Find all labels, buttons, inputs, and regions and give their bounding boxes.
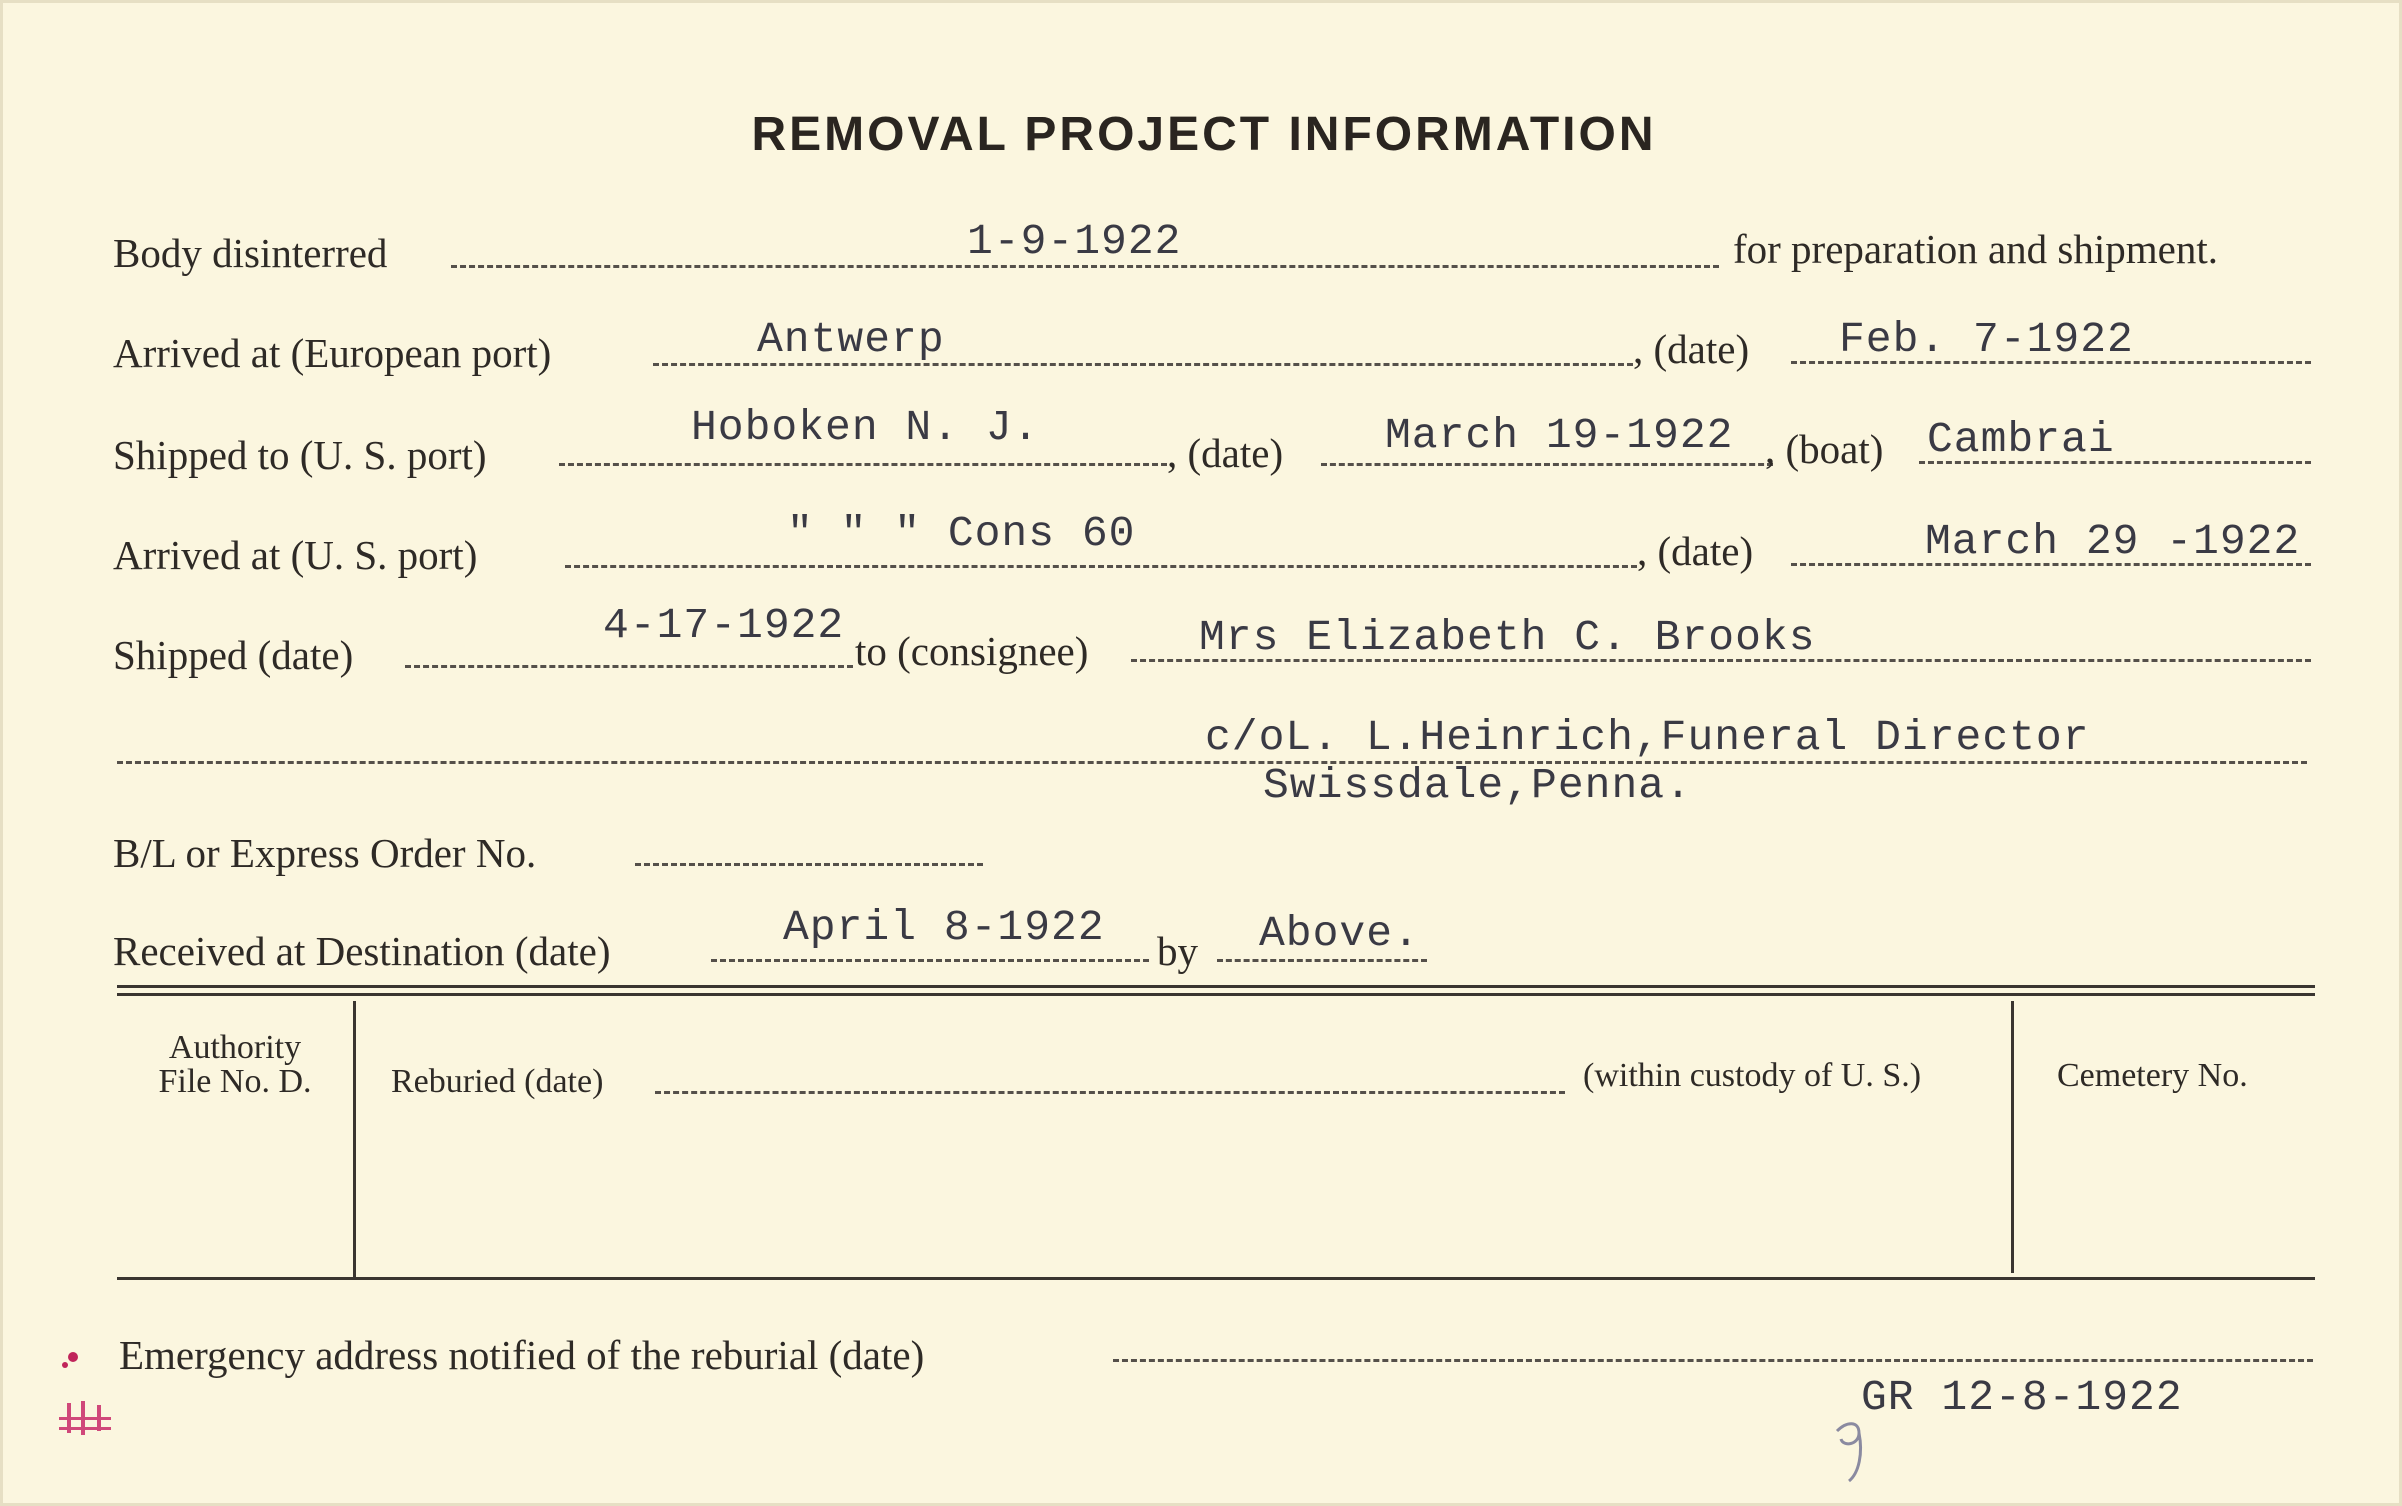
gr-stamp: GR 12-8-1922 <box>1861 1373 2183 1422</box>
received-by-label: by <box>1157 928 1198 974</box>
shipped-label: Shipped (date) <box>113 632 354 678</box>
arrived-us-date-value: March 29 -1922 <box>1925 517 2301 566</box>
shipped-line <box>405 665 853 668</box>
shipped-us-date-label: , (date) <box>1167 430 1284 476</box>
arrived-eu-label: Arrived at (European port) <box>113 330 552 376</box>
shipped-us-boat-value: Cambrai <box>1927 415 2115 464</box>
address-line2: Swissdale,Penna. <box>1263 761 1692 810</box>
consignee-value: Mrs Elizabeth C. Brooks <box>1199 613 1816 662</box>
table-top-rule <box>117 985 2315 988</box>
received-value: April 8-1922 <box>783 903 1105 952</box>
authority-cell <box>135 1031 335 1099</box>
arrived-us-date-label: , (date) <box>1637 528 1754 574</box>
shipped-value: 4-17-1922 <box>603 601 845 650</box>
custody-label: (within custody of U. S.) <box>1583 1057 1922 1094</box>
shipped-us-label: Shipped to (U. S. port) <box>113 432 487 478</box>
table-bottom-rule <box>117 1277 2315 1280</box>
reburied-label: Reburied (date) <box>391 1063 604 1100</box>
reburied-line <box>655 1091 1565 1094</box>
disinterred-suffix: for preparation and shipment. <box>1733 226 2219 272</box>
emergency-label: Emergency address notified of the reburial (date) <box>119 1332 925 1378</box>
received-line <box>711 959 1149 962</box>
arrived-eu-date-value: Feb. 7-1922 <box>1839 315 2134 364</box>
table-divider-right <box>2011 1001 2014 1273</box>
pencil-initial-mark <box>1829 1403 1889 1487</box>
table-top-rule-2 <box>117 993 2315 996</box>
address-line1: c/oL. L.Heinrich,Funeral Director <box>1205 713 2090 762</box>
table-divider-left <box>353 1001 356 1277</box>
emergency-line <box>1113 1359 2313 1362</box>
authority-line2: File No. D. <box>158 1063 312 1100</box>
shipped-us-value: Hoboken N. J. <box>691 403 1040 452</box>
card-heading: REMOVAL PROJECT INFORMATION <box>751 108 1657 161</box>
received-by-line <box>1217 959 1427 962</box>
arrived-eu-value: Antwerp <box>757 315 945 364</box>
shipped-us-line <box>559 463 1167 466</box>
shipped-us-date-line <box>1321 463 1773 466</box>
disinterred-value: 1-9-1922 <box>967 217 1182 266</box>
red-ink-mark <box>47 1343 127 1463</box>
arrived-us-label: Arrived at (U. S. port) <box>113 532 478 578</box>
bl-label: B/L or Express Order No. <box>113 830 537 876</box>
disinterred-label: Body disinterred <box>113 230 388 276</box>
authority-line1: Authority <box>168 1029 302 1066</box>
shipped-us-boat-label: , (boat) <box>1765 426 1884 472</box>
arrived-us-line <box>565 565 1637 568</box>
cemetery-label: Cemetery No. <box>2057 1057 2248 1094</box>
arrived-eu-date-label: , (date) <box>1633 326 1750 372</box>
shipped-us-date-value: March 19-1922 <box>1385 411 1734 460</box>
received-label: Received at Destination (date) <box>113 928 611 974</box>
arrived-us-value: " " " Cons 60 <box>787 509 1136 558</box>
received-by-value: Above. <box>1259 909 1420 958</box>
consignee-label: to (consignee) <box>855 628 1089 674</box>
bl-line <box>635 863 983 866</box>
